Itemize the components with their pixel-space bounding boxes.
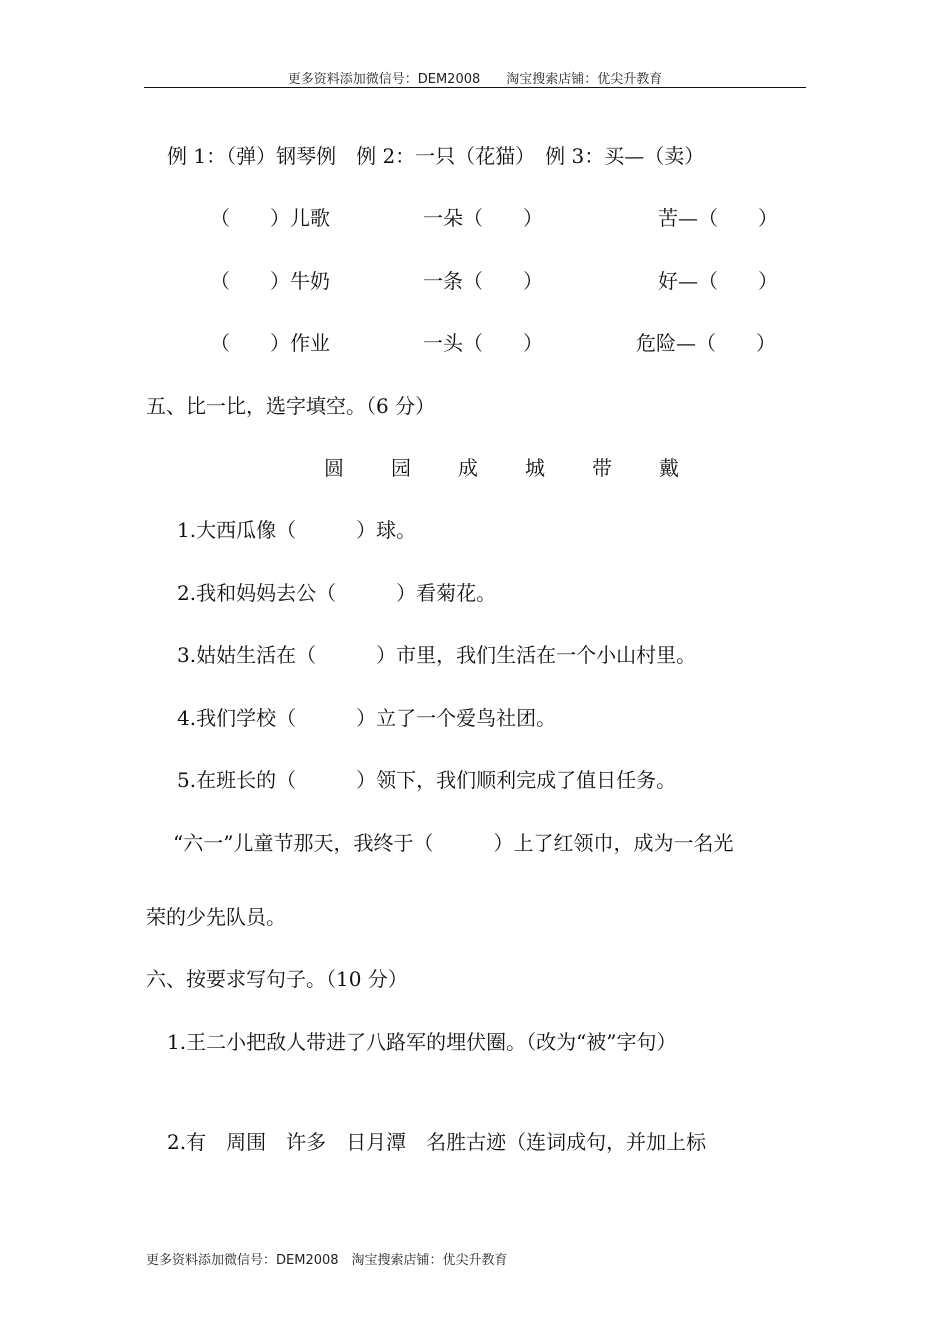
section5-item-2: 2.我和妈妈去公（ ）看菊花。 [177,581,497,605]
section5-item-6-line1: “六一”儿童节那天，我终于（ ）上了红领巾，成为一名光 [173,831,734,855]
section6-item-1: 1.王二小把敌人带进了八路军的埋伏圈。（改为“被”字句） [167,1030,677,1054]
section5-item-5: 5.在班长的（ ）领下，我们顺利完成了值日任务。 [177,768,677,792]
fill-row-3-col1: （ ）作业 [210,331,330,355]
fill-row-2-col1: （ ）牛奶 [210,269,330,293]
section5-item-6-line2: 荣的少先队员。 [146,905,286,929]
choice-char: 圆 [324,456,344,480]
choice-char: 城 [525,456,545,480]
section6-title: 六、按要求写句子。（10 分） [146,967,408,991]
page-header: 更多资料添加微信号：DEM2008 淘宝搜索店铺：优尖升教育 [287,72,663,87]
choice-char: 带 [592,456,612,480]
section5-item-1: 1.大西瓜像（ ）球。 [177,518,417,542]
section5-item-4: 4.我们学校（ ）立了一个爱鸟社团。 [177,706,557,730]
fill-row-3-col2: 一头（ ） [423,331,543,355]
section5-title: 五、比一比，选字填空。（6 分） [146,394,436,418]
fill-row-2-col2: 一条（ ） [423,269,543,293]
choice-char: 戴 [659,456,679,480]
section5-item-3: 3.姑姑生活在（ ）市里，我们生活在一个小山村里。 [177,643,697,667]
header-divider [144,87,806,88]
fill-row-1-col3: 苦—（ ） [658,206,778,230]
fill-row-1-col2: 一朵（ ） [423,206,543,230]
examples-line: 例 1：（弹）钢琴例 例 2：一只（花猫） 例 3：买—（卖） [167,144,705,168]
choice-char: 成 [458,456,478,480]
fill-row-1-col1: （ ）儿歌 [210,206,330,230]
fill-row-3-col3: 危险—（ ） [636,331,776,355]
choice-char: 园 [391,456,411,480]
section6-item-2: 2.有 周围 许多 日月潭 名胜古迹（连词成句，并加上标 [167,1130,707,1154]
page-footer: 更多资料添加微信号：DEM2008 淘宝搜索店铺：优尖升教育 [146,1253,508,1268]
character-choices [324,452,726,481]
fill-row-2-col3: 好—（ ） [658,269,778,293]
